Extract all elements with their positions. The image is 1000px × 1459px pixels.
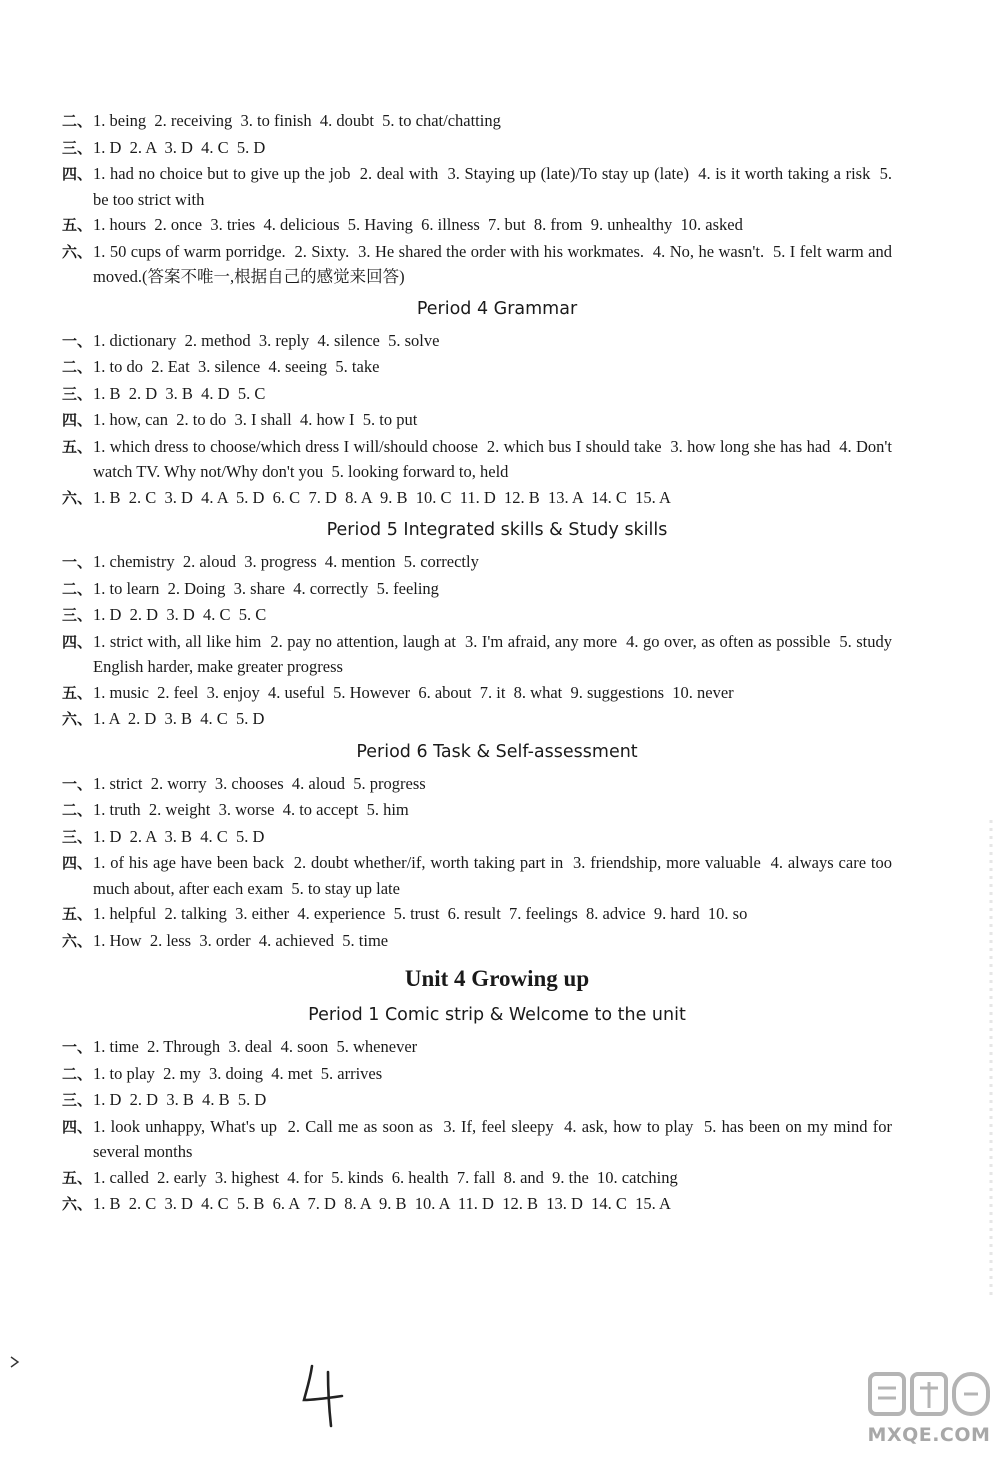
answer-row	[62, 850, 897, 901]
answer-row	[62, 1087, 892, 1114]
answer-text: 1. had no choice but to give up the job 2. deal with 3. Staying up (late)/To stay up (late) 4. is it worth taking a risk 5. be too strict with	[93, 164, 897, 209]
answer-text: 1. D 2. A 3. D 4. C 5. D	[93, 137, 266, 157]
answer-text: 1. how, can 2. to do 3. I shall 4. how I 5. to put	[93, 410, 418, 429]
answer-row	[62, 328, 892, 355]
answer-row	[62, 901, 892, 928]
answer-text: 1. strict with, all like him 2. pay no attention, laugh at 3. I'm afraid, any more 4. go over, as often as possible 5. study English harder, make greater progress	[93, 631, 897, 676]
unit-title: Unit 4 Growing up	[404, 966, 590, 991]
answer-row	[62, 680, 892, 707]
site-watermark	[864, 1366, 994, 1456]
answer-row	[62, 135, 892, 162]
answer-text: 1. B 2. C 3. D 4. A 5. D 6. C 7. D 8. A 9. B 10. C 11. D 12. B 13. A 14. C 15. A	[93, 487, 671, 507]
section-number: 六、	[62, 710, 93, 728]
section-number: 四、	[62, 411, 93, 429]
answer-text: 1. 50 cups of warm porridge. 2. Sixty. 3. He shared the order with his workmates. 4. No, he wasn't. 5. I felt warm and moved.(答案不唯一,根据自己的感觉来回答)	[93, 241, 897, 286]
period-heading: Period 5 Integrated skills & Study skills	[326, 520, 668, 540]
section-number: 四、	[62, 165, 93, 183]
handwritten-page-number	[298, 1360, 348, 1430]
section-number: 二、	[62, 112, 93, 130]
answer-text: 1. of his age have been back 2. doubt whether/if, worth taking part in 3. friendship, more valuable 4. always care too much about, after each exam 5. to stay up late	[93, 853, 897, 898]
answer-row	[62, 212, 892, 239]
answer-text: 1. music 2. feel 3. enjoy 4. useful 5. However 6. about 7. it 8. what 9. suggestions 10. never	[93, 682, 734, 702]
answer-text: 1. D 2. D 3. D 4. C 5. C	[93, 605, 267, 624]
page-edge-shadow	[985, 820, 997, 1300]
section-number: 四、	[62, 632, 93, 651]
answer-text: 1. which dress to choose/which dress I will/should choose 2. which bus I should take 3. how long she has had 4. Don't watch TV. Why not/Why don't you 5. looking forward to, held	[93, 436, 897, 481]
answer-row	[62, 824, 892, 851]
section-number: 一、	[62, 774, 93, 793]
answer-row	[62, 706, 892, 733]
answer-row	[62, 602, 892, 629]
answer-row	[62, 407, 892, 434]
answer-text: 1. helpful 2. talking 3. either 4. experience 5. trust 6. result 7. feelings 8. advice 9. hard 10. so	[93, 904, 748, 923]
answer-text: 1. hours 2. once 3. tries 4. delicious 5. Having 6. illness 7. but 8. from 9. unhealthy 10. asked	[93, 215, 743, 234]
answer-content	[62, 108, 897, 1218]
section-number: 五、	[62, 437, 93, 456]
answer-row	[62, 239, 897, 290]
answer-row	[62, 1061, 892, 1088]
answer-row	[62, 354, 892, 381]
section-number: 五、	[62, 905, 93, 923]
answer-row	[62, 629, 897, 680]
answer-row	[62, 381, 892, 408]
section-number: 六、	[62, 488, 93, 507]
answer-text: 1. to play 2. my 3. doing 4. met 5. arrives	[93, 1063, 383, 1083]
answer-row	[62, 1114, 897, 1165]
corner-mark-icon	[8, 1355, 22, 1369]
answer-text: 1. dictionary 2. method 3. reply 4. silence 5. solve	[93, 330, 440, 350]
answer-text: 1. to learn 2. Doing 3. share 4. correctly 5. feeling	[93, 578, 439, 598]
period-heading: Period 6 Task & Self-assessment	[356, 741, 638, 762]
answer-row	[62, 108, 892, 135]
section-number: 六、	[62, 242, 93, 261]
section-number: 一、	[62, 553, 93, 571]
answer-text: 1. B 2. C 3. D 4. C 5. B 6. A 7. D 8. A 9. B 10. A 11. D 12. B 13. D 14. C 15. A	[93, 1194, 671, 1213]
answer-text: 1. time 2. Through 3. deal 4. soon 5. whenever	[93, 1037, 418, 1056]
answer-row	[62, 1191, 892, 1218]
section-number: 五、	[62, 216, 93, 234]
period-heading: Period 1 Comic strip & Welcome to the unit	[308, 1005, 686, 1025]
answer-text: 1. D 2. D 3. B 4. B 5. D	[93, 1090, 267, 1109]
section-number: 一、	[62, 331, 93, 350]
section-number: 四、	[62, 854, 93, 872]
section-number: 六、	[62, 1195, 93, 1213]
section-number: 三、	[62, 827, 93, 846]
watermark-text: MXQE.COM	[867, 1424, 991, 1446]
answer-row	[62, 161, 897, 212]
section-number: 二、	[62, 579, 93, 598]
answer-row	[62, 434, 897, 485]
answer-text: 1. being 2. receiving 3. to finish 4. doubt 5. to chat/chatting	[93, 111, 501, 130]
section-number: 三、	[62, 606, 93, 624]
answer-text: 1. How 2. less 3. order 4. achieved 5. time	[93, 930, 389, 950]
answer-text: 1. D 2. A 3. B 4. C 5. D	[93, 826, 265, 846]
answer-row	[62, 576, 892, 603]
section-number: 三、	[62, 1091, 93, 1109]
section-number: 四、	[62, 1117, 93, 1136]
answer-row	[62, 797, 892, 824]
answer-row	[62, 1165, 892, 1192]
watermark-logo-icon	[864, 1366, 994, 1422]
answer-text: 1. A 2. D 3. B 4. C 5. D	[93, 709, 265, 728]
answer-row	[62, 771, 892, 798]
answer-row	[62, 485, 892, 512]
section-number: 六、	[62, 931, 93, 950]
answer-row	[62, 1034, 892, 1061]
answer-text: 1. chemistry 2. aloud 3. progress 4. mention 5. correctly	[93, 552, 479, 571]
answer-text: 1. look unhappy, What's up 2. Call me as soon as 3. If, feel sleepy 4. ask, how to play 5. has been on my mind for several months	[93, 1116, 897, 1161]
section-number: 二、	[62, 358, 93, 376]
answer-text: 1. to do 2. Eat 3. silence 4. seeing 5. take	[93, 357, 380, 376]
section-number: 五、	[62, 1168, 93, 1187]
answer-row	[62, 928, 892, 955]
answer-text: 1. B 2. D 3. B 4. D 5. C	[93, 383, 266, 403]
period-heading: Period 4 Grammar	[416, 298, 578, 319]
section-number: 三、	[62, 384, 93, 403]
section-number: 二、	[62, 1064, 93, 1083]
answer-row	[62, 549, 892, 576]
answer-text: 1. called 2. early 3. highest 4. for 5. kinds 6. health 7. fall 8. and 9. the 10. catching	[93, 1167, 678, 1187]
answer-text: 1. strict 2. worry 3. chooses 4. aloud 5. progress	[93, 773, 426, 793]
section-number: 二、	[62, 801, 93, 819]
section-number: 五、	[62, 683, 93, 702]
section-number: 三、	[62, 138, 93, 157]
answer-text: 1. truth 2. weight 3. worse 4. to accept 5. him	[93, 800, 409, 819]
section-number: 一、	[62, 1038, 93, 1056]
